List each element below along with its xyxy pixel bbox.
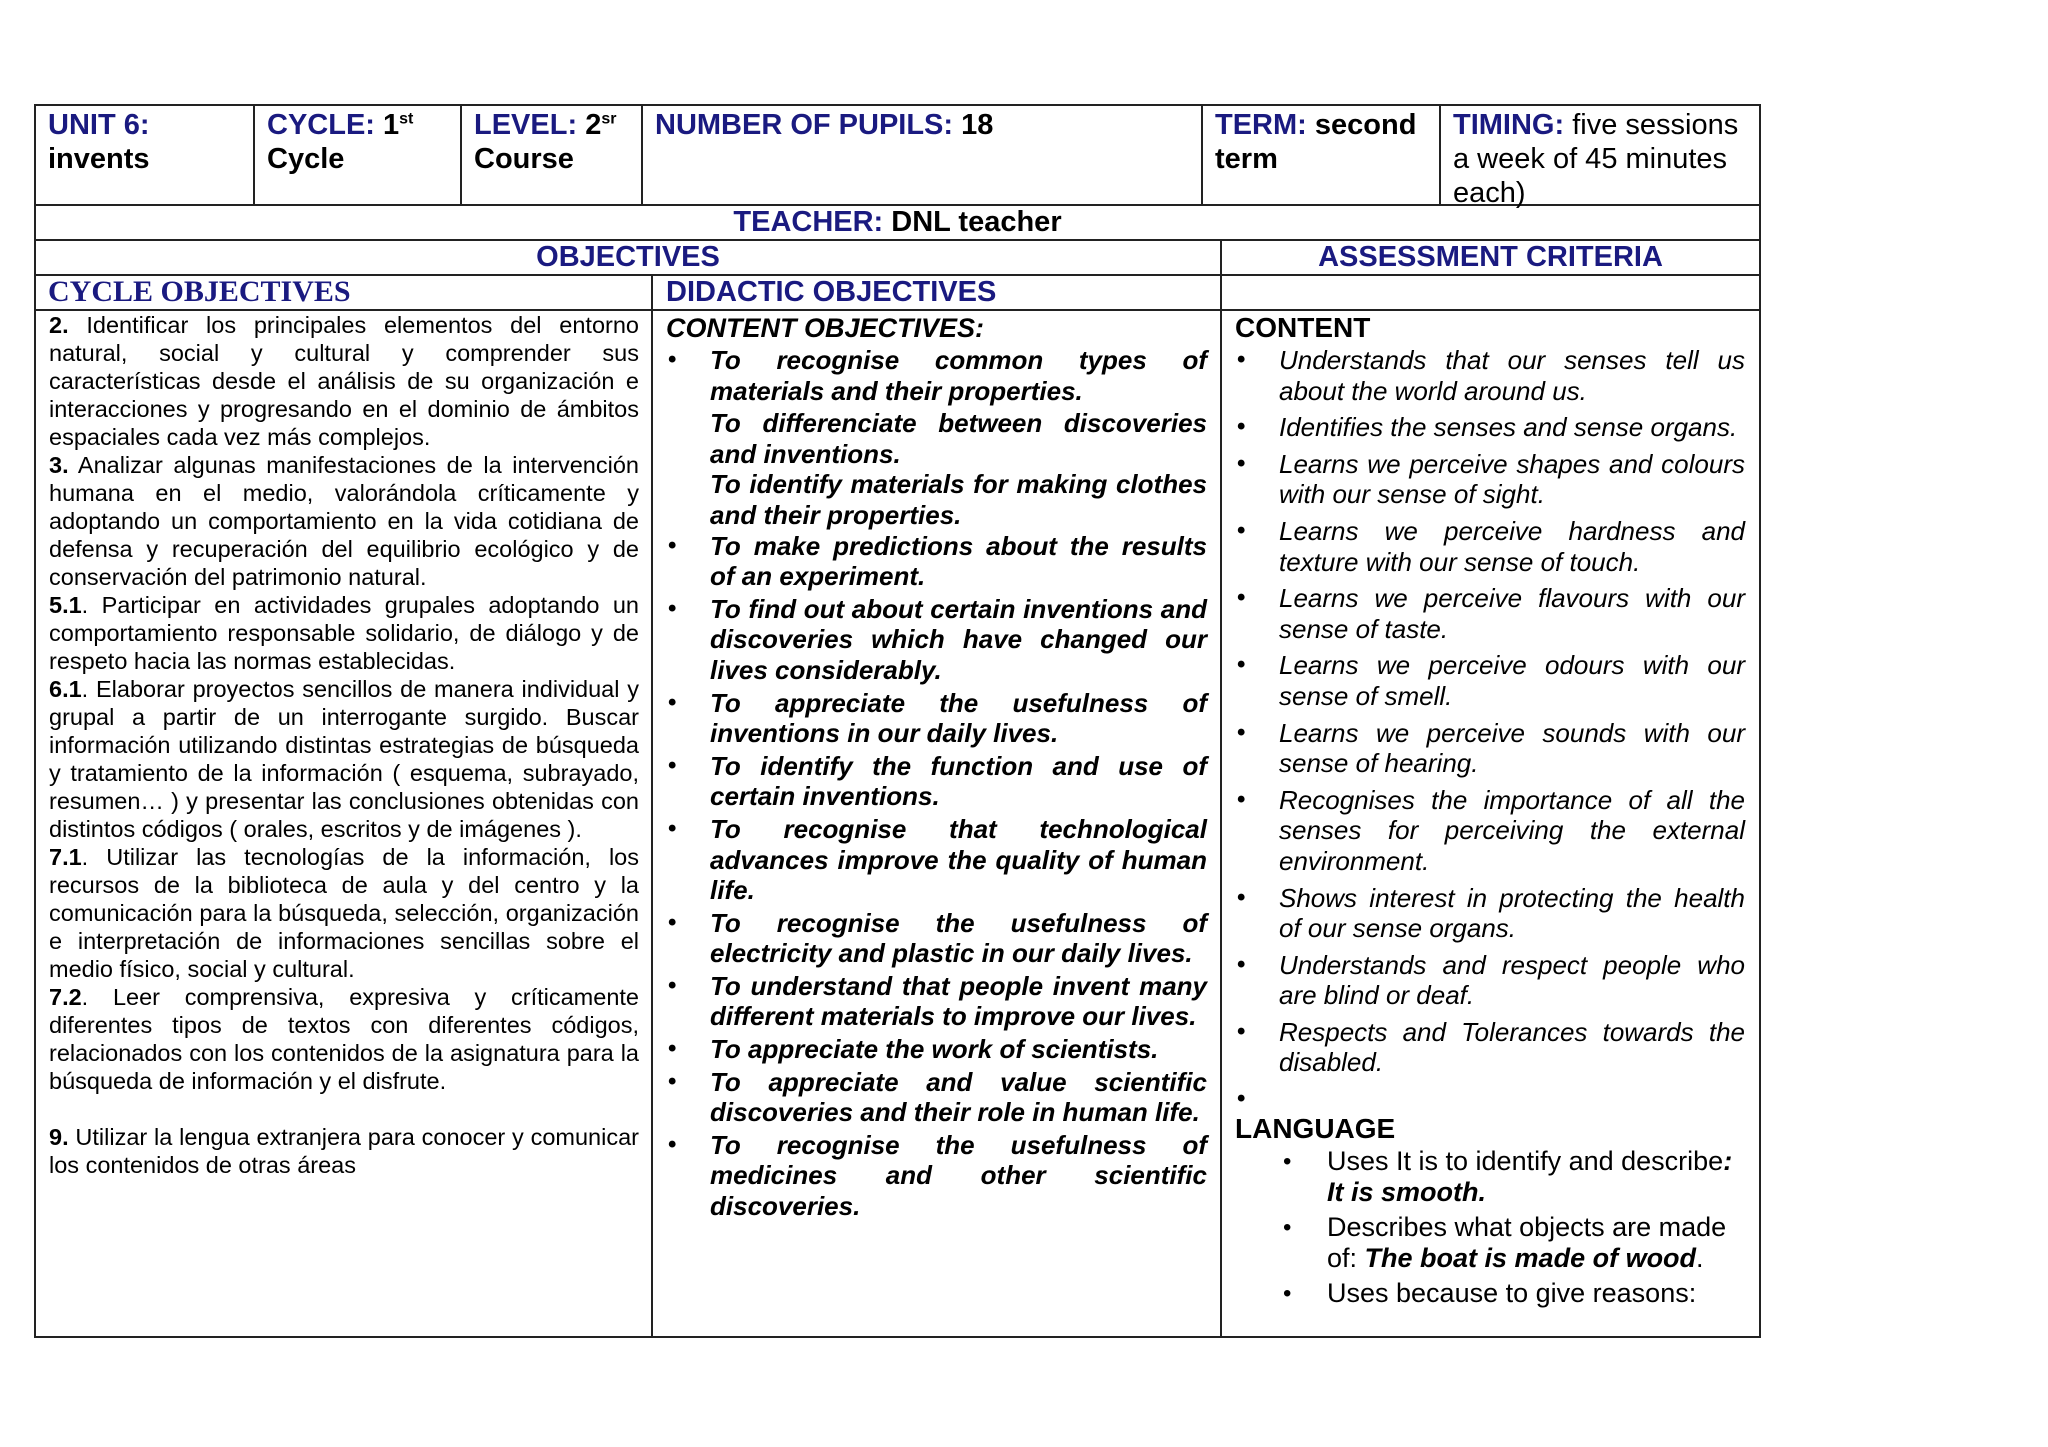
cycle-cell bbox=[255, 106, 462, 204]
list-item: • Shows interest in protecting the health of our sense organs. bbox=[1235, 883, 1745, 944]
level-value: Course bbox=[474, 143, 574, 175]
teacher-label: TEACHER: bbox=[733, 206, 884, 238]
unit-value: invents bbox=[48, 143, 150, 175]
list-item: • To recognise the usefulness of medicines and other scientific discoveries. bbox=[666, 1130, 1207, 1222]
content-criteria-list bbox=[1235, 345, 1745, 1112]
list-item: • Uses It is to identify and describe: It is smooth. bbox=[1235, 1146, 1745, 1208]
teacher-row bbox=[34, 206, 1761, 241]
cycle-objectives-title: CYCLE OBJECTIVES bbox=[36, 276, 653, 309]
list-item: • To appreciate the work of scientists. bbox=[666, 1034, 1207, 1065]
term-value: second term bbox=[1215, 109, 1417, 175]
content-objectives-list bbox=[666, 531, 1207, 1222]
list-item: • To identify the function and use of certain inventions. bbox=[666, 751, 1207, 812]
pupils-value: 18 bbox=[961, 109, 994, 141]
term-label: TERM: bbox=[1215, 109, 1307, 141]
language-title: LANGUAGE bbox=[1235, 1113, 1396, 1145]
cycle-objective: 9. Utilizar la lengua extranjera para conocer y comunicar los contenidos de otras áreas bbox=[49, 1124, 639, 1178]
timing-label: TIMING: bbox=[1453, 109, 1565, 141]
subsection-title-row bbox=[34, 276, 1761, 311]
content-objectives-title: CONTENT OBJECTIVES: bbox=[666, 313, 985, 343]
spacer bbox=[49, 1095, 639, 1123]
cycle-value: Cycle bbox=[267, 143, 345, 175]
assessment-criteria-column bbox=[1222, 311, 1759, 1336]
content-title: CONTENT bbox=[1235, 312, 1371, 343]
list-item: • Describes what objects are made of: The boat is made of wood. bbox=[1235, 1212, 1745, 1274]
level-label: LEVEL: bbox=[474, 109, 578, 141]
term-cell bbox=[1203, 106, 1441, 204]
cycle-objective: 3. Analizar algunas manifestaciones de la intervención humana en el medio, valorándola críticamente y adoptando un comportamiento en la vida cotidiana de defensa y recuperación del equilibrio ecológico y de conservación del patrimonio natural. bbox=[49, 452, 639, 590]
list-item: • To recognise common types of materials and their properties. bbox=[666, 345, 1207, 406]
content-objectives-list bbox=[666, 345, 1207, 406]
list-item: • To recognise that technological advances improve the quality of human life. bbox=[666, 814, 1207, 906]
section-title-row bbox=[34, 241, 1761, 276]
list-item bbox=[1235, 1084, 1745, 1112]
list-item: • To find out about certain inventions and discoveries which have changed our lives considerably. bbox=[666, 594, 1207, 686]
list-item: • Learns we perceive hardness and texture with our sense of touch. bbox=[1235, 516, 1745, 577]
list-item: • Understands that our senses tell us about the world around us. bbox=[1235, 345, 1745, 406]
list-item: • Identifies the senses and sense organs. bbox=[1235, 412, 1745, 443]
list-item: • Learns we perceive sounds with our sense of hearing. bbox=[1235, 718, 1745, 779]
cycle-objective: 6.1. Elaborar proyectos sencillos de manera individual y grupal a partir de un interrogante surgido. Buscar información utilizando distintas estrategias de búsqueda y tratamiento de la información ( esquema, subrayado, resumen… ) y presentar las conclusiones obtenidas con distintos códigos ( orales, escritos y de imágenes ). bbox=[49, 676, 639, 842]
cycle-objective: 7.2. Leer comprensiva, expresiva y críticamente diferentes tipos de textos con diferentes códigos, relacionados con los contenidos de la asignatura para la búsqueda de información y el disfrute. bbox=[49, 984, 639, 1094]
list-item: • To appreciate the usefulness of inventions in our daily lives. bbox=[666, 688, 1207, 749]
list-item: • Learns we perceive flavours with our sense of taste. bbox=[1235, 583, 1745, 644]
didactic-objectives-column bbox=[653, 311, 1222, 1336]
assessment-title: ASSESSMENT CRITERIA bbox=[1318, 241, 1663, 273]
cycle-objective: 2. Identificar los principales elementos del entorno natural, social y cultural y comprender sus características desde el análisis de su organización e interacciones y progresando en el dominio de ámbitos espaciales cada vez más complejos. bbox=[49, 312, 639, 450]
pupils-cell bbox=[643, 106, 1203, 204]
list-item: • Respects and Tolerances towards the disabled. bbox=[1235, 1017, 1745, 1078]
cycle-objective: 5.1. Participar en actividades grupales adoptando un comportamiento responsable solidario, de diálogo y de respeto hacia las normas establecidas. bbox=[49, 592, 639, 674]
list-item: • To understand that people invent many different materials to improve our lives. bbox=[666, 971, 1207, 1032]
level-sup: sr bbox=[601, 110, 617, 128]
cycle-sup: st bbox=[399, 110, 414, 128]
header-row bbox=[34, 104, 1761, 209]
list-item: • To appreciate and value scientific discoveries and their role in human life. bbox=[666, 1067, 1207, 1128]
unit-label: UNIT 6: bbox=[48, 109, 150, 141]
level-number: 2 bbox=[585, 109, 602, 141]
cycle-objectives-column bbox=[36, 311, 653, 1336]
unit-cell bbox=[36, 106, 255, 204]
teacher-value: DNL teacher bbox=[891, 206, 1062, 238]
list-item: • Recognises the importance of all the senses for perceiving the external environment. bbox=[1235, 785, 1745, 877]
didactic-objectives-title: DIDACTIC OBJECTIVES bbox=[653, 276, 1222, 309]
cycle-number: 1 bbox=[383, 109, 400, 141]
cycle-label: CYCLE: bbox=[267, 109, 375, 141]
list-item: • Uses because to give reasons: bbox=[1235, 1278, 1745, 1309]
table-body bbox=[34, 311, 1761, 1338]
empty-cell bbox=[1222, 276, 1759, 309]
list-item-continuation: To differenciate between discoveries and inventions. bbox=[710, 408, 1207, 469]
list-item: • To recognise the usefulness of electricity and plastic in our daily lives. bbox=[666, 908, 1207, 969]
list-item: • To make predictions about the results of an experiment. bbox=[666, 531, 1207, 592]
list-item-continuation: To identify materials for making clothes and their properties. bbox=[710, 469, 1207, 530]
timing-cell bbox=[1441, 106, 1759, 209]
list-item: • Understands and respect people who are blind or deaf. bbox=[1235, 950, 1745, 1011]
objectives-title: OBJECTIVES bbox=[36, 241, 1222, 274]
pupils-label: NUMBER OF PUPILS: bbox=[655, 109, 954, 141]
list-item: • Learns we perceive odours with our sense of smell. bbox=[1235, 650, 1745, 711]
cycle-objective: 7.1. Utilizar las tecnologías de la información, los recursos de la biblioteca de aula y del centro y la comunicación para la búsqueda, selección, organización e interpretación de informaciones sencillas sobre el medio físico, social y cultural. bbox=[49, 844, 639, 982]
level-cell bbox=[462, 106, 643, 204]
list-item: • Learns we perceive shapes and colours with our sense of sight. bbox=[1235, 449, 1745, 510]
timing-value: five sessions a week of 45 minutes each) bbox=[1453, 109, 1739, 209]
language-list bbox=[1235, 1146, 1745, 1309]
